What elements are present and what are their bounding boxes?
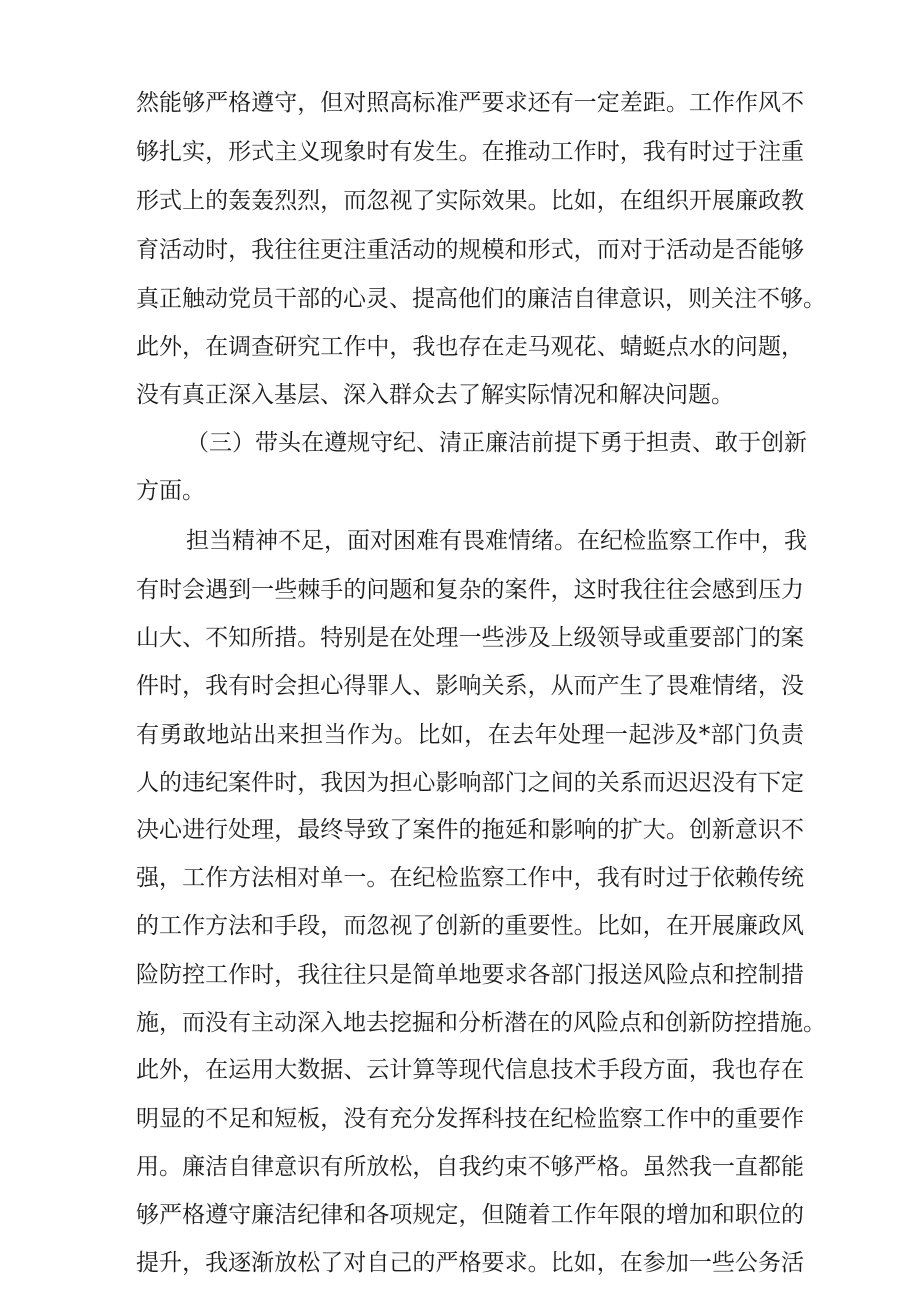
text-line: 真正触动党员干部的心灵、提高他们的廉洁自律意识，则关注不够。: [136, 286, 826, 312]
text-line: 育活动时，我往往更注重活动的规模和形式，而对于活动是否能够: [136, 237, 804, 263]
text-line: 形式上的轰轰烈烈，而忽视了实际效果。比如，在组织开展廉政教: [136, 188, 804, 214]
text-line: 决心进行处理，最终导致了案件的拖延和影响的扩大。创新意识不: [136, 817, 804, 843]
text-line: 此外，在运用大数据、云计算等现代信息技术手段方面，我也存在: [136, 1057, 804, 1083]
text-line: 有时会遇到一些棘手的问题和复杂的案件，这时我往往会感到压力: [136, 577, 804, 603]
text-line: 施，而没有主动深入地去挖掘和分析潜在的风险点和创新防控措施。: [136, 1010, 826, 1036]
text-line: 件时，我有时会担心得罪人、影响关系，从而产生了畏难情绪，没: [136, 673, 804, 699]
text-line: 然能够严格遵守，但对照高标准严要求还有一定差距。工作作风不: [136, 90, 804, 116]
text-line: 的工作方法和手段，而忽视了创新的重要性。比如，在开展廉政风: [136, 913, 804, 939]
text-line: 明显的不足和短板，没有充分发挥科技在纪检监察工作中的重要作: [136, 1106, 804, 1132]
text-line: 此外，在调查研究工作中，我也存在走马观花、蜻蜓点水的问题，: [136, 334, 804, 360]
text-line: 用。廉洁自律意识有所放松，自我约束不够严格。虽然我一直都能: [136, 1154, 804, 1180]
section-heading-line: 方面。: [136, 478, 205, 504]
text-line: 提升，我逐渐放松了对自己的严格要求。比如，在参加一些公务活: [136, 1250, 804, 1276]
text-line: 强，工作方法相对单一。在纪检监察工作中，我有时过于依赖传统: [136, 865, 804, 891]
text-line: 有勇敢地站出来担当作为。比如，在去年处理一起涉及*部门负责: [136, 722, 804, 748]
section-heading-line: （三）带头在遵规守纪、清正廉洁前提下勇于担责、敢于创新: [186, 430, 807, 456]
text-line: 够严格遵守廉洁纪律和各项规定，但随着工作年限的增加和职位的: [136, 1202, 804, 1228]
text-line: 山大、不知所措。特别是在处理一些涉及上级领导或重要部门的案: [136, 625, 804, 651]
text-line: 够扎实，形式主义现象时有发生。在推动工作时，我有时过于注重: [136, 139, 804, 165]
text-line: 人的违纪案件时，我因为担心影响部门之间的关系而迟迟没有下定: [136, 770, 804, 796]
text-line: 险防控工作时，我往往只是简单地要求各部门报送风险点和控制措: [136, 962, 804, 988]
text-line: 没有真正深入基层、深入群众去了解实际情况和解决问题。: [136, 382, 734, 408]
text-line: 担当精神不足，面对困难有畏难情绪。在纪检监察工作中，我: [186, 528, 807, 554]
